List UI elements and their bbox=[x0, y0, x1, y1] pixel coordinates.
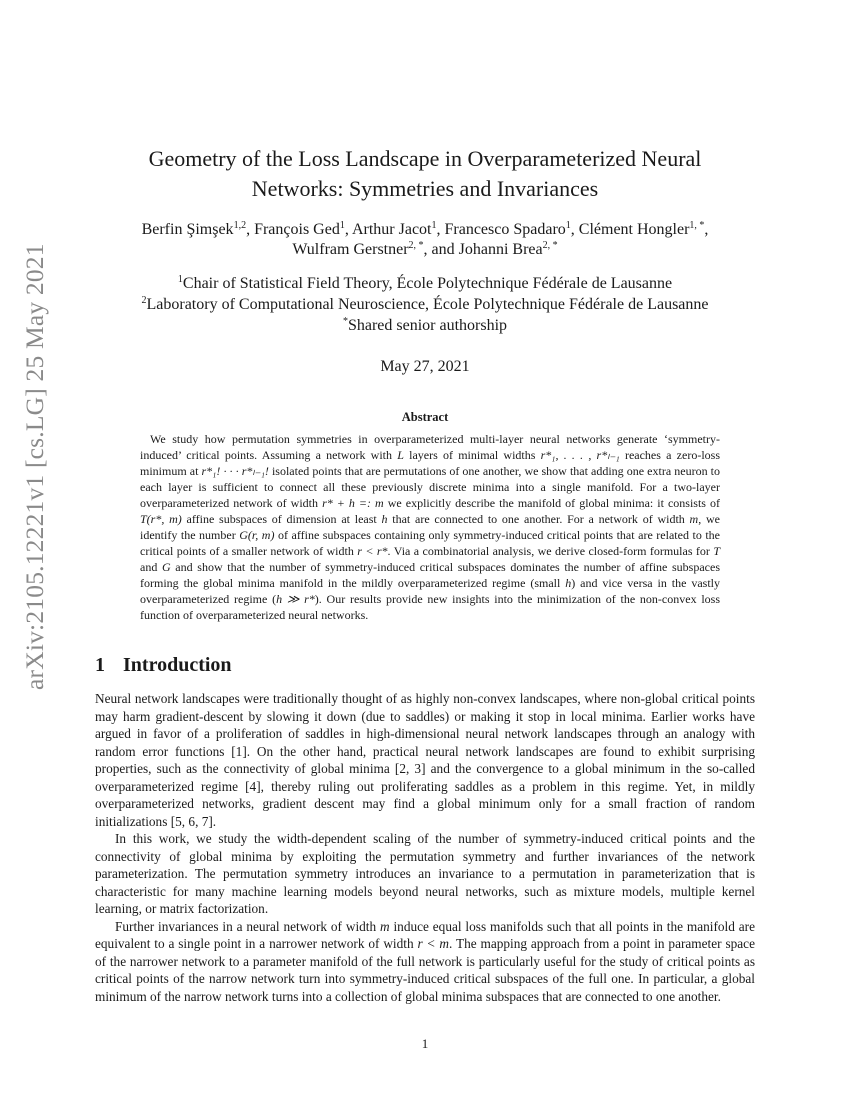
shared-authorship-note: *Shared senior authorship bbox=[342, 316, 508, 334]
author: Johanni Brea$^{2, *}$ bbox=[458, 240, 558, 258]
author: Berfin Şimşek$^{1,2}$ bbox=[141, 220, 247, 238]
section-heading-introduction: 1 Introduction bbox=[95, 654, 232, 676]
abstract-heading: Abstract bbox=[401, 410, 449, 424]
affiliation-2: $^2$Laboratory of Computational Neuroscience, École Polytechnique Fédérale de Lausanne bbox=[141, 295, 709, 313]
affiliations bbox=[95, 273, 755, 336]
paragraph: In this work, we study the width-dependent scaling of the number of symmetry-induced critical points and the connectivity of global minima by exploiting the permutation symmetry and further invariances of the network parameterization. The permutation symmetry introduces an invariance to a permutation in parameterization that is characteristic for many machine learning models beyond neural networks, such as mixture models, multiple kernel learning, or matrix factorization. bbox=[95, 831, 755, 916]
introduction-body bbox=[95, 690, 755, 1005]
author: Wulfram Gerstner$^{2, *}$ bbox=[292, 240, 424, 258]
publication-date: May 27, 2021 bbox=[380, 358, 470, 375]
abstract-text: We study how permutation symmetries in overparameterized multi-layer neural networks generate ‘symmetry-induced’ critical points. Assuming a network with L layers of minimal widths r*₁, . . . , r*ₗ₋₁ reaches a zero-loss minimum at r*₁! · · · r*ₗ₋₁! isolated points that are permutations of one another, we show that adding one extra neuron to each layer is sufficient to connect all these previously discrete minima into a single manifold. For a two-layer overparameterized network of width r* + h =: m we explicitly describe the manifold of global minima: it consists of T(r*, m) affine subspaces of dimension at least h that are connected to one another. For a network of width m, we identify the number G(r, m) of affine subspaces containing only symmetry-induced critical points that are related to the critical points of a smaller network of width r < r*. Via a combinatorial analysis, we derive closed-form formulas for T and G and show that the number of symmetry-induced critical subspaces dominates the number of affine subspaces forming the global minima manifold in the mildly overparameterized regime (small h) and vice versa in the vastly overparameterized regime (h ≫ r*). Our results provide new insights into the minimization of the non-convex loss function of overparameterized neural networks. bbox=[140, 432, 721, 622]
author: Clément Hongler$^{1, *}$ bbox=[578, 220, 705, 238]
paper-title bbox=[95, 144, 755, 204]
author: Francesco Spadaro$^1$ bbox=[444, 220, 571, 238]
affiliation-1: $^1$Chair of Statistical Field Theory, École Polytechnique Fédérale de Lausanne bbox=[177, 274, 673, 292]
paragraph: Neural network landscapes were traditionally thought of as highly non-convex landscapes, where non-global critical points may harm gradient-descent by slowing it down (due to saddles) or making it stop in local minima. Earlier works have argued in favor of a proliferation of saddles in high-dimensional neural network landscapes through an analogy with random error functions [1]. On the other hand, practical neural network landscapes are found to exhibit surprising properties, such as the connectivity of global minima [2, 3] and the convergence to a global minimum in the so-called overparameterized regime [4], thereby ruling out proliferating saddles as a problem in this regime. Yet, in mildly overparameterized networks, gradient descent may find a global minimum only for a small fraction of random initializations [5, 6, 7]. bbox=[95, 691, 755, 829]
arxiv-identifier: arXiv:2105.12221v1 [cs.LG] 25 May 2021 bbox=[20, 243, 49, 690]
author: Arthur Jacot$^1$ bbox=[351, 220, 437, 238]
paragraph: Further invariances in a neural network of width m induce equal loss manifolds such that all points in the manifold are equivalent to a single point in a narrower network of width r < m. The mapping approach from a point in parameter space of the narrower network to a parameter manifold of the full network is particularly useful for the study of critical points as critical points of the narrow network turn into symmetry-induced critical subspaces of the full one. In particular, a global minimum of the narrow network turns into a collection of global minima subspaces that are connected to one another. bbox=[95, 918, 755, 1004]
title-line-1: Geometry of the Loss Landscape in Overparameterized Neural bbox=[148, 146, 702, 171]
author-list: Berfin Şimşek$^{1,2}$, François Ged$^1$, Arthur Jacot$^1$, Francesco Spadaro$^1$, Clément Hongler$^{1, *}$, Wulfram Gerstner$^{2, *}$, and Johanni Brea$^{2, *}$ bbox=[141, 220, 709, 258]
author: François Ged$^1$ bbox=[254, 220, 345, 238]
page-number: 1 bbox=[421, 1036, 429, 1051]
title-line-2: Networks: Symmetries and Invariances bbox=[251, 176, 599, 201]
